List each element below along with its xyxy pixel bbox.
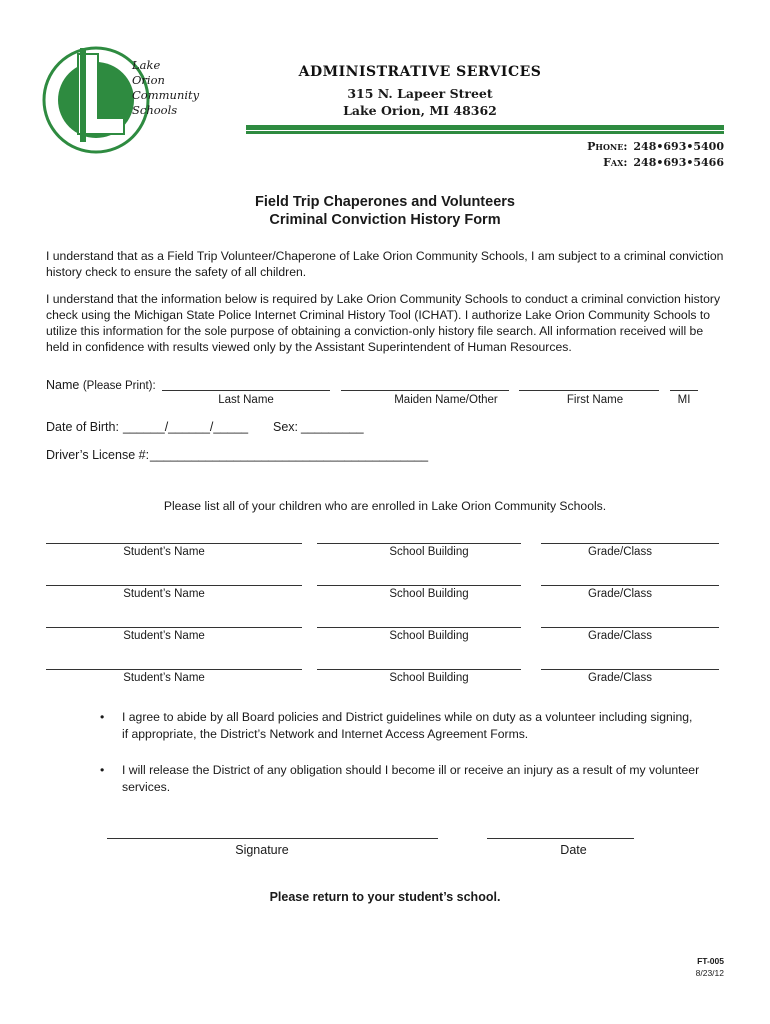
logo-word-1: Lake xyxy=(132,58,161,72)
logo-word-4: Schools xyxy=(132,103,178,117)
consent-paragraph-1: I understand that as a Field Trip Volunteer/Chaperone of Lake Orion Community Schools, I am subject to a criminal conviction history check to ensure the safety of all children. xyxy=(46,249,724,279)
license-label: Driver’s License #: xyxy=(46,448,150,462)
header-rule-thick xyxy=(246,125,724,130)
form-revision-date: 8/23/12 xyxy=(695,968,724,978)
student-name-caption: Student’s Name xyxy=(123,546,205,558)
grade-class-field[interactable] xyxy=(541,627,719,628)
student-name-field[interactable] xyxy=(46,585,302,586)
grade-class-caption: Grade/Class xyxy=(588,588,652,600)
school-building-field[interactable] xyxy=(317,627,521,628)
bullet-icon: • xyxy=(100,710,105,724)
fax-line xyxy=(603,156,724,169)
logo-word-2: Orion xyxy=(132,73,165,87)
city-address: Lake Orion, MI 48362 xyxy=(343,103,497,118)
name-label: Name xyxy=(46,378,80,392)
phone-label: Phone: xyxy=(587,140,628,153)
phone-line xyxy=(587,140,724,153)
maiden-name-field[interactable] xyxy=(341,390,509,391)
agreement-text: I will release the District of any obligation should I become ill or receive an injury as a result of my volunteer services. xyxy=(122,763,700,794)
phone-number: 248•693•5400 xyxy=(633,140,724,153)
street-address: 315 N. Lapeer Street xyxy=(347,86,493,101)
dob-field[interactable]: ______/______/_____ xyxy=(123,420,249,434)
grade-class-caption: Grade/Class xyxy=(588,672,652,684)
header-rule-thin xyxy=(246,131,724,134)
last-name-caption: Last Name xyxy=(218,394,274,406)
grade-class-field[interactable] xyxy=(541,543,719,544)
sex-label: Sex: xyxy=(273,420,299,434)
signature-field[interactable] xyxy=(107,838,438,839)
grade-class-caption: Grade/Class xyxy=(588,546,652,558)
student-name-caption: Student’s Name xyxy=(123,672,205,684)
license-field[interactable]: ________________________________________ xyxy=(150,448,429,462)
student-name-field[interactable] xyxy=(46,543,302,544)
first-name-caption: First Name xyxy=(566,394,624,406)
first-name-field[interactable] xyxy=(519,390,659,391)
name-label-sub: (Please Print): xyxy=(82,380,156,392)
student-name-caption: Student’s Name xyxy=(123,588,205,600)
grade-class-caption: Grade/Class xyxy=(588,630,652,642)
bullet-icon: • xyxy=(100,763,105,777)
last-name-field[interactable] xyxy=(162,390,330,391)
school-building-field[interactable] xyxy=(317,669,521,670)
school-building-caption: School Building xyxy=(389,672,469,684)
logo-wordmark xyxy=(132,58,199,118)
maiden-name-caption: Maiden Name/Other xyxy=(394,394,498,406)
student-name-field[interactable] xyxy=(46,669,302,670)
agreement-text: I agree to abide by all Board policies and District guidelines while on duty as a volunteer including signing, if appropriate, the District’s Network and Internet Access Agreement Forms. xyxy=(122,710,693,741)
school-building-field[interactable] xyxy=(317,585,521,586)
school-building-caption: School Building xyxy=(389,546,469,558)
department-title: ADMINISTRATIVE SERVICES xyxy=(298,64,542,80)
mi-caption: MI xyxy=(677,394,691,406)
date-field[interactable] xyxy=(487,838,634,839)
form-code: FT-005 xyxy=(697,956,724,966)
name-label-group xyxy=(46,378,156,392)
logo-word-3: Community xyxy=(132,88,200,102)
school-building-caption: School Building xyxy=(389,630,469,642)
return-note: Please return to your student’s school. xyxy=(269,890,501,904)
school-building-caption: School Building xyxy=(389,588,469,600)
children-prompt: Please list all of your children who are enrolled in Lake Orion Community Schools. xyxy=(163,499,607,513)
district-logo xyxy=(40,44,200,156)
student-name-field[interactable] xyxy=(46,627,302,628)
grade-class-field[interactable] xyxy=(541,585,719,586)
form-title-line1: Field Trip Chaperones and Volunteers xyxy=(255,194,515,210)
agreement-item xyxy=(100,709,700,743)
grade-class-field[interactable] xyxy=(541,669,719,670)
fax-number: 248•693•5466 xyxy=(633,156,724,169)
sex-field[interactable]: _________ xyxy=(301,420,364,434)
signature-caption: Signature xyxy=(235,843,289,857)
date-caption: Date xyxy=(560,843,587,857)
dob-label: Date of Birth: xyxy=(46,420,119,434)
student-name-caption: Student’s Name xyxy=(123,630,205,642)
fax-label: Fax: xyxy=(603,156,628,169)
agreement-item xyxy=(100,762,700,796)
middle-initial-field[interactable] xyxy=(670,390,698,391)
consent-paragraph-2: I understand that the information below is required by Lake Orion Community Schools to conduct a criminal conviction history check using the Michigan State Police Internet Criminal History Tool (ICHAT). I authorize Lake Orion Community Schools to utilize this information for the sole purpose of obtaining a conviction-only history file search. All information received will be held in confidence with results viewed only by the Assistant Superintendent of Human Resources. xyxy=(46,292,721,354)
form-title-line2: Criminal Conviction History Form xyxy=(269,212,501,228)
school-building-field[interactable] xyxy=(317,543,521,544)
